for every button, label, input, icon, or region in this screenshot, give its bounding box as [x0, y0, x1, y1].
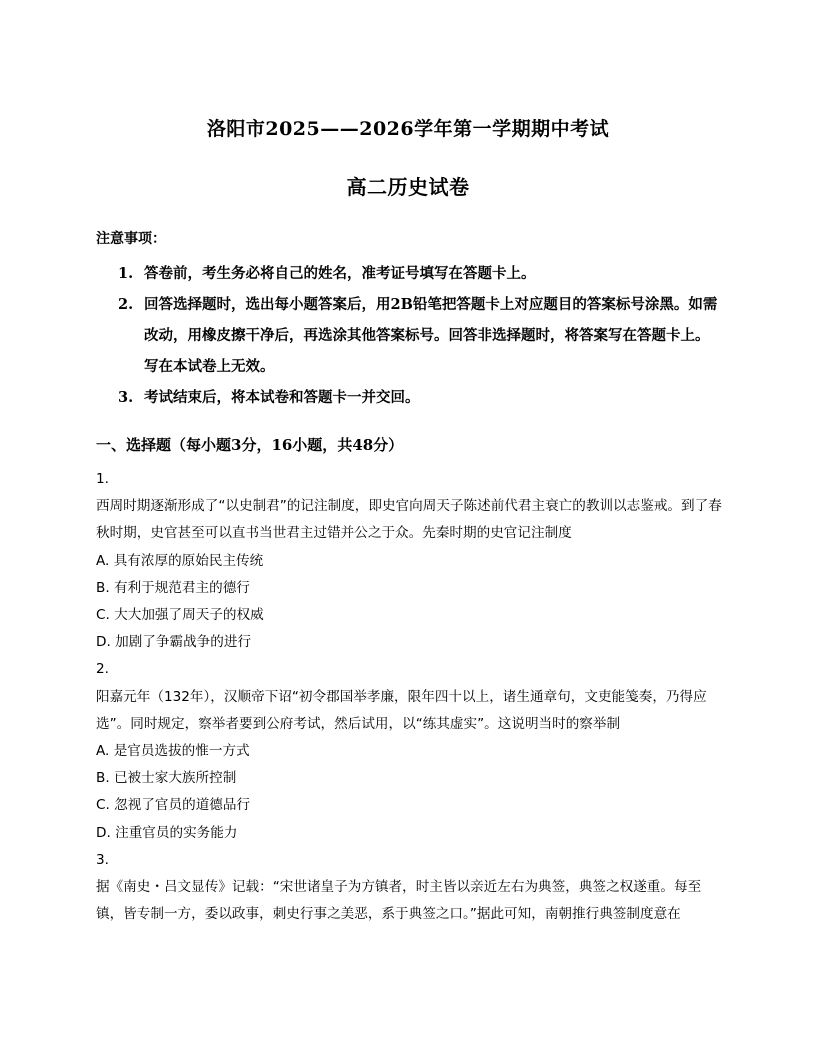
option-b: B. 有利于规范君主的德行	[96, 579, 250, 596]
notice-list	[118, 258, 718, 413]
question-2	[96, 656, 726, 846]
question-stem: 阳嘉元年（132年），汉顺帝下诏“初令郡国举孝廉，限年四十以上，诸生通章句，文吏能笺奏，乃得应选”。同时规定，察举者要到公府考试，然后试用，以“练其虚实”。这说明当时的察举制	[96, 688, 707, 732]
question-stem: 据《南史・吕文显传》记载：“宋世诸皇子为方镇者，时主皆以亲近左右为典签，典签之权遂重。每至镇，皆专制一方，委以政事，刺史行事之美恶，系于典签之口。”据此可知，南朝推行典签制度意在	[96, 879, 702, 923]
notice-item-number: 1.	[118, 265, 134, 282]
notice-item-text: 考试结束后，将本试卷和答题卡一并交回。	[144, 389, 420, 406]
exam-title: 洛阳市2025——2026学年第一学期期中考试	[206, 118, 610, 140]
option-d: D. 加剧了争霸战争的进行	[96, 634, 252, 651]
notice-item	[118, 258, 718, 289]
question-number: 3.	[96, 851, 109, 868]
notice-item-number: 2.	[118, 296, 134, 313]
section-heading: 一、选择题（每小题3分，16小题，共48分）	[96, 436, 404, 454]
notice-item-text: 回答选择题时，选出每小题答案后，用2B铅笔把答题卡上对应题目的答案标号涂黑。如需改动，用橡皮擦干净后，再选涂其他答案标号。回答非选择题时，将答案写在答题卡上。写在本试卷上无效。	[144, 296, 718, 375]
option-b: B. 已被士家大族所控制	[96, 770, 237, 787]
option-a: A. 具有浓厚的原始民主传统	[96, 552, 264, 569]
option-d: D. 注重官员的实务能力	[96, 824, 238, 841]
notice-item-text: 答卷前，考生务必将自己的姓名，准考证号填写在答题卡上。	[144, 265, 536, 282]
option-c: C. 大大加强了周天子的权威	[96, 607, 264, 624]
notice-item-number: 3.	[118, 389, 134, 406]
exam-subtitle: 高二历史试卷	[346, 175, 470, 199]
notice-item	[118, 289, 718, 382]
question-number: 2.	[96, 661, 109, 678]
notice-heading: 注意事项：	[96, 231, 166, 247]
question-3	[96, 847, 726, 929]
question-1	[96, 466, 726, 656]
option-c: C. 忽视了官员的道德品行	[96, 797, 251, 814]
option-a: A. 是官员选拔的惟一方式	[96, 743, 250, 760]
question-list	[96, 466, 726, 928]
notice-item	[118, 382, 718, 413]
question-number: 1.	[96, 471, 109, 487]
question-stem: 西周时期逐渐形成了“以史制君”的记注制度，即史官向周天子陈述前代君主衰亡的教训以志鉴戒。到了春秋时期，史官甚至可以直书当世君主过错并公之于众。先秦时期的史官记注制度	[96, 498, 722, 542]
